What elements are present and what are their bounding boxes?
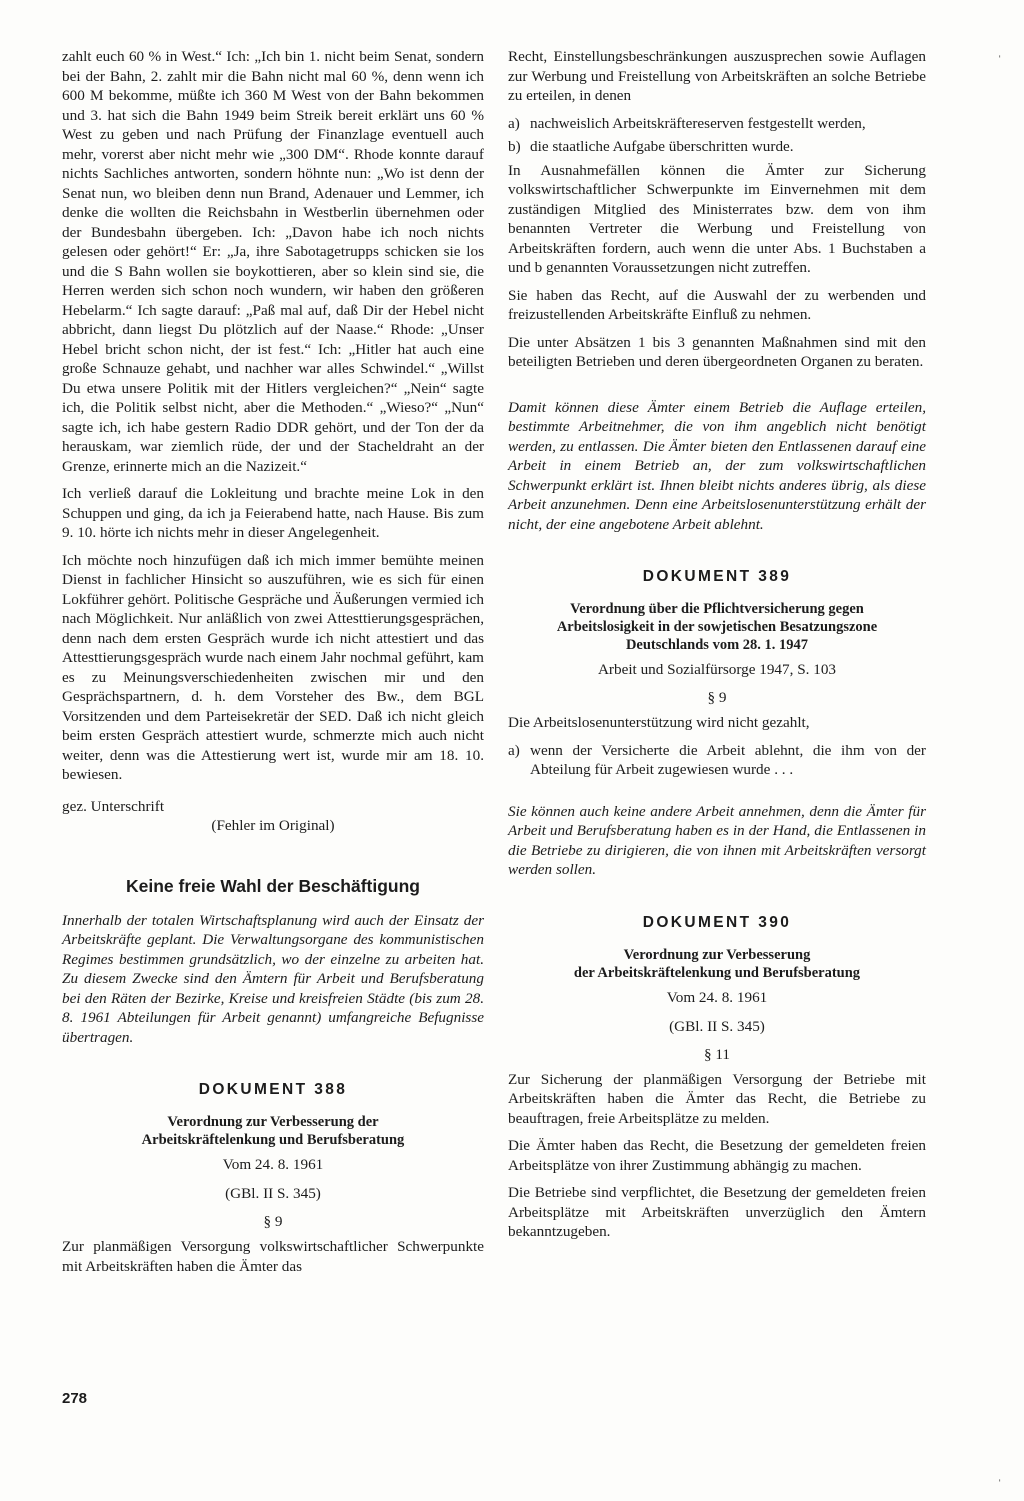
dokument-389-title [508, 600, 926, 654]
dokument-390-heading: DOKUMENT 390 [642, 913, 792, 931]
margin-tick-mark: ˈ [997, 54, 1002, 69]
signature-line: gez. Unterschrift [62, 797, 165, 815]
dokument-390-title-line-1: Verordnung zur Verbesserung [623, 946, 811, 963]
list-item [508, 114, 926, 134]
dokument-388-paragraph-mark: § 9 [263, 1213, 283, 1230]
dokument-390-paragraph-1: Zur Sicherung der planmäßigen Versorgung der Betriebe mit Arbeitskräften haben die Ämter das Recht, die Betriebe zu beauftragen, freie Arbeitsplätze zu melden. [508, 1070, 926, 1127]
dokument-390-paragraph-2: Die Ämter haben das Recht, die Besetzung der gemeldeten freien Arbeitsplätze von ihrer Zustimmung abhängig zu machen. [508, 1137, 926, 1174]
dokument-388-source: (GBl. II S. 345) [225, 1185, 321, 1202]
dokument-388-date: Vom 24. 8. 1961 [222, 1156, 324, 1173]
dokument-389-title-line-1: Verordnung über die Pflichtversicherung gegen [570, 601, 864, 617]
dokument-389-paragraph-mark: § 9 [707, 689, 727, 706]
left-paragraph-3: Ich möchte noch hinzufügen daß ich mich immer bemühte meinen Dienst in fachlicher Hinsicht so auszuführen, wie es sich für einen Lokführer gehört. Politische Gespräche und Äußerungen vermied ich nach Möglichkeit. Nur anläßlich von zwei Attesttierungsgesprächen, denn nach dem ersten Gespräch wurde ich nicht attestiert und das Attesttierungsgespräch wurde nach einem Jahr nochmal geführt, kam es zu Meinungsverschiedenheiten zwischen mir und den Gesprächspartnern, d. h. dem Vorsteher des Bw., dem BGL Vorsitzenden und dem Parteisekretär der SED. Daß ich nicht gleich beim ersten Gespräch attestiert wurde, schmerzte mich auch nicht weiter, denn was die Attestierung wert ist, wurde mir am 18. 10. bewiesen. [62, 551, 484, 783]
list-item-label: a) [508, 114, 520, 132]
list-item-text: die staatliche Aufgabe überschritten wurde. [530, 138, 794, 155]
dokument-390-source: (GBl. II S. 345) [669, 1017, 765, 1035]
left-column [62, 47, 484, 1284]
dokument-389-title-line-2: Arbeitslosigkeit in der sowjetischen Besatzungszone [556, 619, 878, 635]
left-paragraph-1: zahlt euch 60 % in West.“ Ich: „Ich bin 1. nicht beim Senat, sondern bei der Bahn, 2. zahlt mir die Bahn nicht mal 60 %, denn wenn ich 600 M bekomme, müßte ich 360 M West von der Bahn bekommen und 3. hat sich die Bahn 1949 beim Streik bereit erklärt uns 60 % West zu geben und nach Prüfung der Finanzlage eventuell auch mehr, vorerst aber nicht mehr wie „300 DM“. Rhode konnte darauf nichts Sachliches antworten, sondern höhnte nun: „Wo ist denn der Senat nun, wo bleiben denn nun Brand, Adenauer und Lemmer, ich denke die wollten die Reichsbahn in Westberlin übernehmen oder der Bundesbahn übergeben. Ich: „Davon habe ich noch nichts gelesen oder gehört!“ Er: „Ja, ihre Sabotagetrupps schicken sie los und die S Bahn wollen sie boykottieren, aber so klein sind sie, die Herren werden sich schon noch wundern, wir haben den größeren Hebelarm.“ Ich sagte darauf: „Paß mal auf, daß Dir der Hebel nicht abbricht, dann liegst Du plötzlich auf der Naase.“ Rhode: „Unser Hebel bricht schon nicht, der ist fest.“ Ich: „Hitler hat auch eine große Schnauze gehabt, und nachher war alles Schwindel.“ „Willst Du etwa unsere Politik mit der Hitlers vergleichen?“ „Nein“ sagte ich, die Politik selbst nicht, aber die Methoden.“ „Wieso?“ „Nun“ sagte ich, ich habe gestern Radio DDR gehört, und der Ton der da herauskam, war ziemlich rüde, der und der Stacheldraht an der Grenze, erinnerte mich an die Nazizeit.“ [62, 48, 484, 475]
dokument-389-heading: DOKUMENT 389 [642, 568, 792, 585]
right-italic-commentary-2: Sie können auch keine andere Arbeit annehmen, denn die Ämter für Arbeit und Berufsberatung haben es in der Hand, die Entlassenen in die Betriebe zu dirigieren, die von ihnen mit Arbeitskräften versorgt werden sollen. [508, 802, 926, 878]
dokument-388-text: Zur planmäßigen Versorgung volkswirtschaftlicher Schwerpunkte mit Arbeitskräften haben die Ämter das [62, 1238, 484, 1275]
right-list-1 [508, 114, 926, 157]
dokument-388-title-line-2: Arbeitskräftelenkung und Berufsberatung [141, 1132, 405, 1148]
dokument-390-date: Vom 24. 8. 1961 [666, 988, 768, 1006]
original-note: (Fehler im Original) [211, 817, 335, 834]
margin-tick-mark: ˈ [997, 1478, 1002, 1493]
list-item-text: wenn der Versicherte die Arbeit ablehnt, die ihm von der Abteilung für Arbeit zugewiesen wurde . . . [530, 741, 926, 778]
right-paragraph-1: Recht, Einstellungsbeschränkungen auszusprechen sowie Auflagen zur Werbung und Freistellung von Arbeitskräften an solche Betriebe zu erteilen, in denen [508, 48, 926, 104]
list-item [508, 741, 926, 780]
left-paragraph-2: Ich verließ darauf die Lokleitung und brachte meine Lok in den Schuppen und ging, da ich ja Feierabend hatte, nach Hause. Bis zum 9. 10. hörte ich nichts mehr in dieser Angelegenheit. [62, 485, 484, 541]
dokument-389-title-line-3: Deutschlands vom 28. 1. 1947 [625, 637, 809, 653]
right-paragraph-3: Sie haben das Recht, auf die Auswahl der zu werbenden und freizustellenden Arbeitskräfte Einfluß zu nehmen. [508, 286, 926, 323]
dokument-388-title-line-1: Verordnung zur Verbesserung der [167, 1114, 379, 1130]
dokument-389-source: Arbeit und Sozialfürsorge 1947, S. 103 [597, 661, 837, 678]
dokument-388-title [62, 1113, 484, 1149]
spacer [508, 380, 926, 398]
right-paragraph-4: Die unter Absätzen 1 bis 3 genannten Maßnahmen sind mit den beteiligten Betrieben und deren übergeordneten Organen zu beraten. [508, 333, 926, 370]
dokument-389-text: Die Arbeitslosenunterstützung wird nicht gezahlt, [508, 714, 810, 731]
list-item-label: b) [508, 138, 521, 155]
right-paragraph-2: In Ausnahmefällen können die Ämter zur Sicherung volkswirtschaftlicher Schwerpunkte im Einvernehmen mit dem zuständigen Mitglied des Ministerrates bzw. dem von ihm benannten Vertreter die Werbung und Freistellung von Arbeitskräften fordern, auch wenn die unter Abs. 1 Buchstaben a und b genannten Voraussetzungen nicht zutreffen. [508, 161, 926, 276]
list-item-label: a) [508, 741, 520, 759]
dokument-390-title-line-2: der Arbeitskräftelenkung und Berufsberatung [573, 964, 861, 981]
right-column [508, 47, 926, 1250]
dokument-390-paragraph-mark: § 11 [703, 1045, 730, 1063]
dokument-388-heading: DOKUMENT 388 [198, 1081, 348, 1098]
right-italic-commentary-1: Damit können diese Ämter einem Betrieb die Auflage erteilen, bestimmte Arbeitnehmer, die von ihm angeblich nicht benötigt werden, zu entlassen. Die Ämter bieten den Entlassenen darauf eine Arbeit in einem Betrieb an, der zum volkswirtschaftlichen Schwerpunkt erklärt ist. Ihnen bleibt nichts anderes übrig, als diese Arbeit anzunehmen. Denn eine Arbeitslosenunterstützung erhält der nicht, der eine angebotene Arbeit ablehnt. [508, 398, 926, 533]
spacer [508, 784, 926, 802]
dokument-390-paragraph-3: Die Betriebe sind verpflichtet, die Besetzung der gemeldeten freien Arbeitsplätze mit Arbeitskräften unverzüglich den Ämtern bekanntzugeben. [508, 1184, 926, 1240]
dokument-390-title [508, 946, 926, 982]
list-item-text: nachweislich Arbeitskräftereserven festgestellt werden, [530, 114, 866, 132]
section-heading: Keine freie Wahl der Beschäftigung [126, 875, 420, 896]
list-item [508, 137, 926, 157]
page-number: 278 [62, 1390, 88, 1407]
section-intro: Innerhalb der totalen Wirtschaftsplanung wird auch der Einsatz der Arbeitskräfte geplant. Die Verwaltungsorgane des kommunistischen Regimes bestimmen grundsätzlich, wo der einzelne zu arbeiten hat. Zu diesem Zwecke sind den Ämtern für Arbeit und Berufsberatung bei den Räten der Bezirke, Kreise und kreisfreien Städte (bis zum 28. 8. 1961 Abteilungen für Arbeit genannt) umfangreiche Befugnisse übertragen. [62, 911, 484, 1046]
